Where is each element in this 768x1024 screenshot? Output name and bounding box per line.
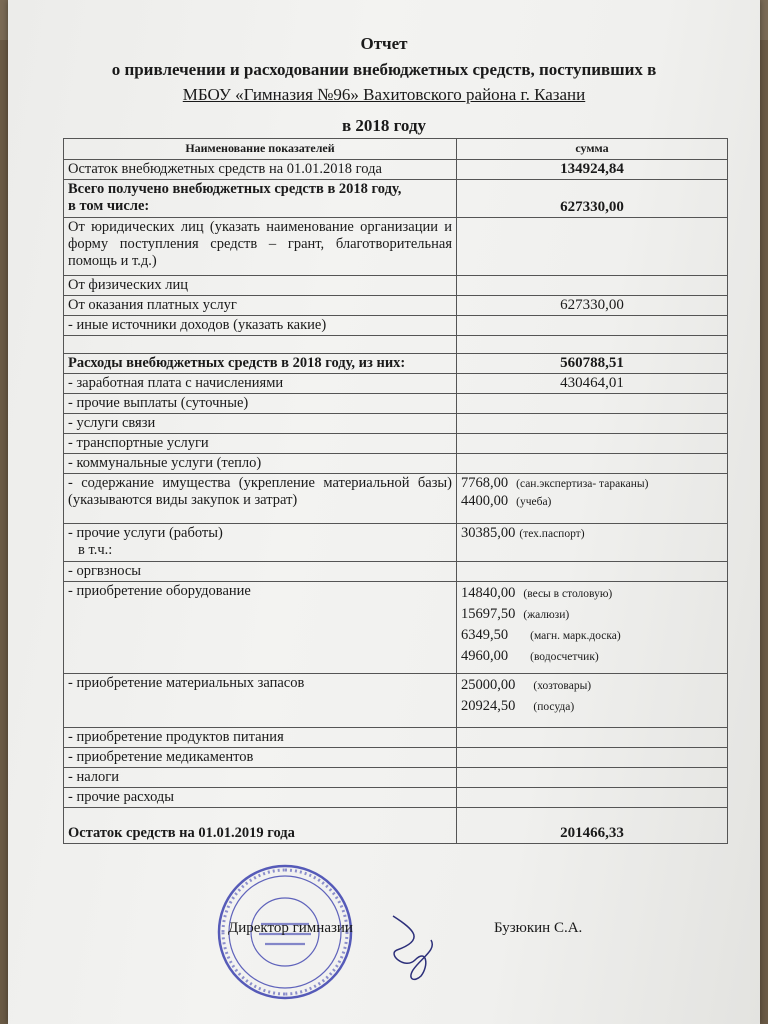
- report-table: [63, 138, 728, 844]
- row-label: - коммунальные услуги (тепло): [64, 454, 457, 474]
- table-row: [64, 394, 728, 414]
- row-value: 560788,51: [457, 354, 728, 374]
- row-label: - услуги связи: [64, 414, 457, 434]
- row-label: - содержание имущества (укрепление материальной базы) (указываются виды закупок и затрат): [64, 474, 457, 524]
- row-label: От физических лиц: [64, 276, 457, 296]
- list-item: 20924,50 (посуда): [461, 698, 575, 714]
- row-value: [457, 276, 728, 296]
- list-item: 7768,00 (сан.экспертиза- тараканы): [461, 475, 649, 491]
- row-label: От оказания платных услуг: [64, 296, 457, 316]
- row-value: [457, 454, 728, 474]
- signatory-name: Бузюкин С.А.: [494, 920, 583, 936]
- list-item: 4960,00 (водосчетчик): [461, 648, 599, 664]
- table-row: [64, 336, 728, 354]
- row-value: 201466,33: [457, 808, 728, 844]
- row-label: - налоги: [64, 768, 457, 788]
- row-value: [457, 582, 728, 674]
- table-row: [64, 728, 728, 748]
- row-label: От юридических лиц (указать наименование организации и форму поступления средств – грант, благотворительная помощь и т.д.): [64, 218, 457, 276]
- table-row: [64, 748, 728, 768]
- row-value: 134924,84: [457, 160, 728, 180]
- table-row: [64, 562, 728, 582]
- row-value: [457, 562, 728, 582]
- column-header-name: Наименование показателей: [64, 139, 457, 160]
- row-label: - приобретение продуктов питания: [64, 728, 457, 748]
- institution-name: МБОУ «Гимназия №96» Вахитовского района г. Казани: [182, 85, 586, 104]
- table-row: [64, 434, 728, 454]
- list-item: 6349,50 (магн. марк.доска): [461, 627, 621, 643]
- table-row: [64, 808, 728, 844]
- row-value: [457, 434, 728, 454]
- handwritten-signature: [385, 910, 440, 985]
- table-row: [64, 180, 728, 218]
- row-label: - прочие выплаты (суточные): [64, 394, 457, 414]
- row-label: - транспортные услуги: [64, 434, 457, 454]
- table-header: [64, 139, 728, 160]
- row-value: [457, 414, 728, 434]
- row-label: - приобретение медикаментов: [64, 748, 457, 768]
- row-label: Остаток средств на 01.01.2019 года: [64, 808, 457, 844]
- row-label: - приобретение оборудование: [64, 582, 457, 674]
- list-item: 15697,50 (жалюзи): [461, 606, 570, 622]
- table-row: [64, 354, 728, 374]
- row-label: - иные источники доходов (указать какие): [64, 316, 457, 336]
- row-label: Остаток внебюджетных средств на 01.01.2018 года: [64, 160, 457, 180]
- table-row: [64, 474, 728, 524]
- table-row: [64, 296, 728, 316]
- row-value: 627330,00: [457, 296, 728, 316]
- table-row: [64, 316, 728, 336]
- report-year: в 2018 году: [341, 116, 427, 135]
- table-row: [64, 218, 728, 276]
- list-item: 4400,00 (учеба): [461, 493, 552, 509]
- table-row: [64, 454, 728, 474]
- row-label: [64, 336, 457, 354]
- column-header-sum: сумма: [457, 139, 728, 160]
- signature-role: Директор гимназии: [228, 920, 353, 936]
- row-value: 30385,00 (тех.паспорт): [457, 524, 728, 562]
- table-row: [64, 768, 728, 788]
- row-value: 627330,00: [457, 180, 728, 218]
- table-row: [64, 374, 728, 394]
- row-value: [457, 218, 728, 276]
- list-item: 14840,00 (весы в столовую): [461, 585, 613, 601]
- table-row: [64, 674, 728, 728]
- table-row: [64, 160, 728, 180]
- list-item: 25000,00 (хозтовары): [461, 677, 592, 693]
- row-value: [457, 336, 728, 354]
- doc-title: Отчет: [360, 34, 408, 53]
- table-row: [64, 414, 728, 434]
- row-label: - оргвзносы: [64, 562, 457, 582]
- row-value: [457, 788, 728, 808]
- doc-subtitle: о привлечении и расходовании внебюджетных средств, поступивших в: [111, 60, 657, 79]
- row-label: - прочие расходы: [64, 788, 457, 808]
- row-value: [457, 316, 728, 336]
- row-value: [457, 474, 728, 524]
- row-value: [457, 748, 728, 768]
- row-label: Расходы внебюджетных средств в 2018 году, из них:: [64, 354, 457, 374]
- table-row: [64, 788, 728, 808]
- row-value: [457, 674, 728, 728]
- row-value: 430464,01: [457, 374, 728, 394]
- table-row: [64, 582, 728, 674]
- row-value: [457, 728, 728, 748]
- row-label: - заработная плата с начислениями: [64, 374, 457, 394]
- row-value: [457, 394, 728, 414]
- table-row: [64, 524, 728, 562]
- row-value: [457, 768, 728, 788]
- row-label: - прочие услуги (работы) в т.ч.:: [64, 524, 457, 562]
- table-row: [64, 276, 728, 296]
- row-label: - приобретение материальных запасов: [64, 674, 457, 728]
- row-label: Всего получено внебюджетных средств в 2018 году, в том числе:: [64, 180, 457, 218]
